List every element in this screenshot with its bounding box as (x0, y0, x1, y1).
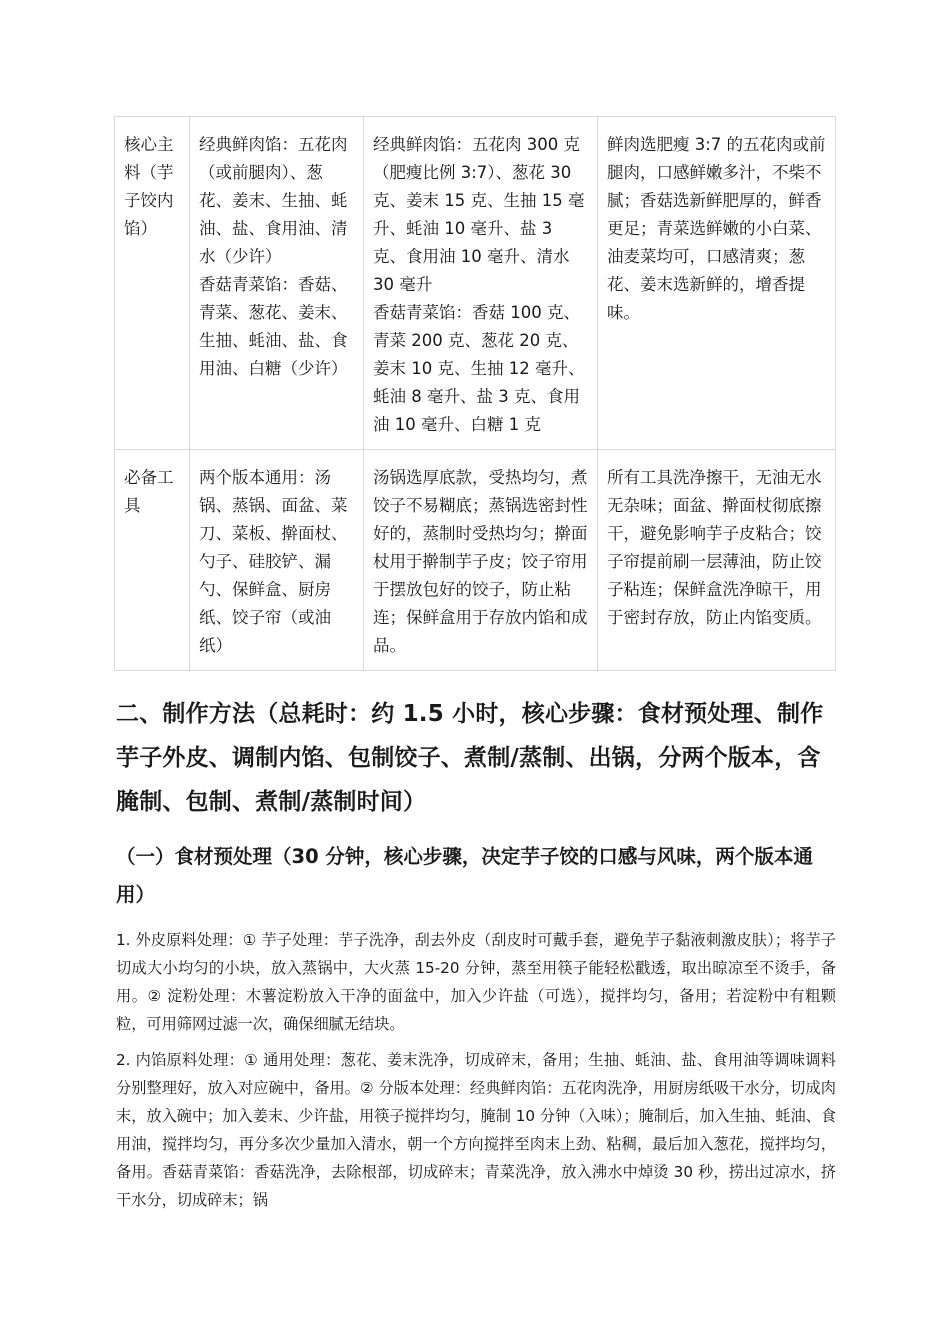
ingredients-cell (190, 117, 364, 450)
ingredient-line: 经典鲜肉馅：五花肉（或前腿肉）、葱花、姜末、生抽、蚝油、盐、食用油、清水（少许） (199, 135, 348, 266)
notes-cell (598, 117, 836, 450)
paragraph-filling-prep: 2. 内馅原料处理：① 通用处理：葱花、姜末洗净，切成碎末，备用；生抽、蚝油、盐、食用油等调味调料分别整理好，放入对应碗中，备用。② 分版本处理：经典鲜肉馅：五花肉洗净，用厨房纸吸干水分，切成肉末，放入碗中；加入姜末、少许盐，用筷子搅拌均匀，腌制 10 分钟（入味）；腌制后，加入生抽、蚝油、食用油，搅拌均匀，再分多次少量加入清水，朝一个方向搅拌至肉末上劲、粘稠，最后加入葱花，搅拌均匀，备用。香菇青菜馅：香菇洗净，去除根部，切成碎末；青菜洗净，放入沸水中焯烫 30 秒，捞出过凉水，挤干水分，切成碎末；锅 (116, 1051, 836, 1209)
paragraph-skin-prep: 1. 外皮原料处理：① 芋子处理：芋子洗净，刮去外皮（刮皮时可戴手套，避免芋子黏液刺激皮肤）；将芋子切成大小均匀的小块，放入蒸锅中，大火蒸 15-20 分钟，蒸至用筷子能轻松戳透，取出晾凉至不烫手，备用。② 淀粉处理：木薯淀粉放入干净的面盆中，加入少许盐（可选），搅拌均匀，备用；若淀粉中有粗颗粒，可用筛网过滤一次，确保细腻无结块。 (116, 931, 836, 1033)
amount-line: 香菇青菜馅：香菇 100 克、青菜 200 克、葱花 20 克、姜末 10 克、生抽 12 毫升、蚝油 8 毫升、盐 3 克、食用油 10 毫升、白糖 1 克 (373, 303, 585, 434)
subsection-heading: （一）食材预处理（30 分钟，核心步骤，决定芋子饺的口感与风味，两个版本通用） (116, 845, 813, 906)
table-row (115, 450, 836, 671)
note-line: 所有工具洗净擦干，无油无水无杂味；面盆、擀面杖彻底擦干，避免影响芋子皮粘合；饺子帘提前刷一层薄油，防止饺子粘连；保鲜盒洗净晾干，用于密封存放，防止内馅变质。 (607, 468, 822, 627)
row-label: 必备工具 (124, 468, 174, 515)
note-line: 鲜肉选肥瘦 3:7 的五花肉或前腿肉，口感鲜嫩多汁，不柴不腻；香菇选新鲜肥厚的，鲜香更足；青菜选鲜嫩的小白菜、油麦菜均可，口感清爽；葱花、姜末选新鲜的，增香提味。 (607, 135, 826, 322)
ingredients-cell (190, 450, 364, 671)
row-label-cell (115, 450, 190, 671)
amount-line: 汤锅选厚底款，受热均匀，煮饺子不易糊底；蒸锅选密封性好的，蒸制时受热均匀；擀面杖用于擀制芋子皮；饺子帘用于摆放包好的饺子，防止粘连；保鲜盒用于存放内馅和成品。 (373, 468, 588, 655)
table-row (115, 117, 836, 450)
row-label: 核心主料（芋子饺内馅） (124, 135, 174, 238)
notes-cell (598, 450, 836, 671)
ingredients-tools-table (114, 116, 836, 671)
ingredient-line: 香菇青菜馅：香菇、青菜、葱花、姜末、生抽、蚝油、盐、食用油、白糖（少许） (199, 275, 348, 378)
row-label-cell (115, 117, 190, 450)
amounts-cell (364, 117, 598, 450)
amounts-cell (364, 450, 598, 671)
amount-line: 经典鲜肉馅：五花肉 300 克（肥瘦比例 3:7）、葱花 30 克、姜末 15 克、生抽 15 毫升、蚝油 10 毫升、盐 3 克、食用油 10 毫升、清水 30 毫升 (373, 135, 585, 294)
ingredient-line: 两个版本通用：汤锅、蒸锅、面盆、菜刀、菜板、擀面杖、勺子、硅胶铲、漏勺、保鲜盒、厨房纸、饺子帘（或油纸） (199, 468, 348, 655)
section-heading: 二、制作方法（总耗时：约 1.5 小时，核心步骤：食材预处理、制作芋子外皮、调制内馅、包制饺子、煮制/蒸制、出锅，分两个版本，含腌制、包制、煮制/蒸制时间） (116, 701, 824, 815)
